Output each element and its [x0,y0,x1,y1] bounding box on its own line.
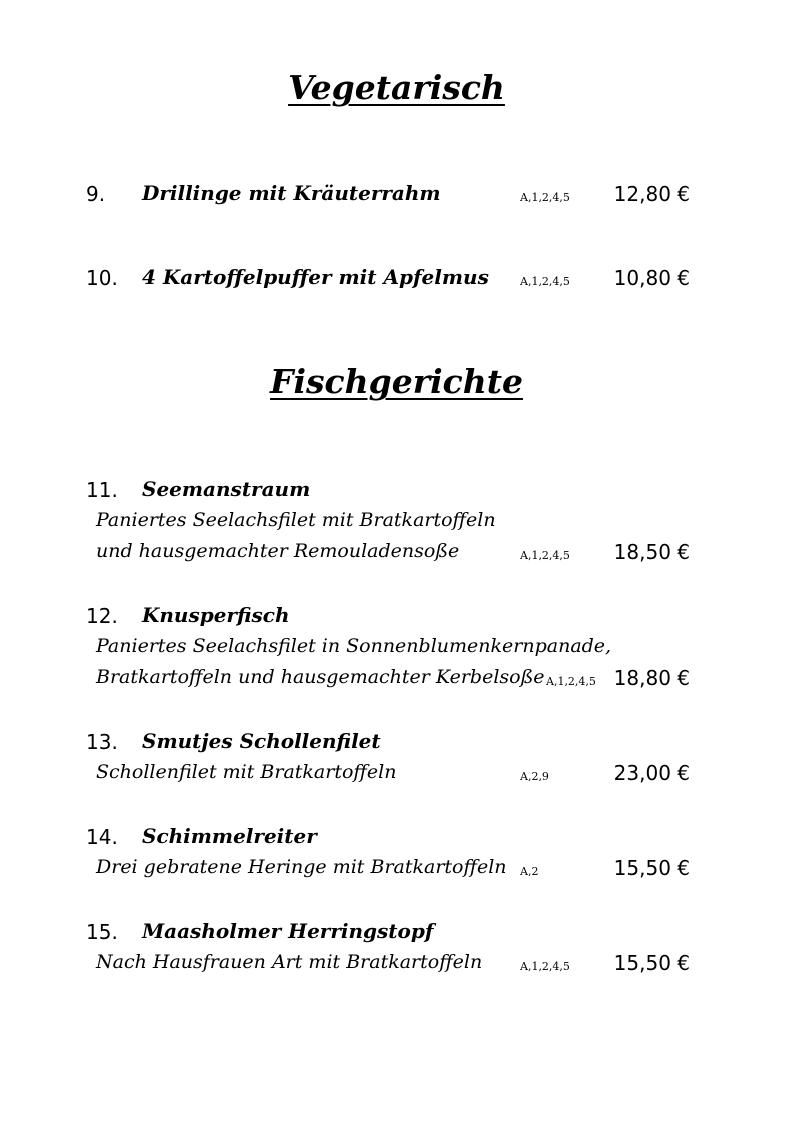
item-name: Smutjes Schollenfilet [142,729,381,753]
item-name: 4 Kartoffelpuffer mit Apfelmus [142,265,489,289]
item-name: Maasholmer Herringstopf [142,919,434,943]
item-allergens: A,1,2,4,5 [520,549,570,562]
item-name: Knusperfisch [142,603,290,627]
item-description-line: und hausgemachter Remouladensoße [96,540,460,562]
item-description-line: Paniertes Seelachsfilet in Sonnenblumenkernpanade, [96,635,612,657]
item-description-line: Nach Hausfrauen Art mit Bratkartoffeln [96,951,483,973]
item-price: 10,80 € [613,266,690,290]
section-title-vegetarisch: Vegetarisch [288,68,505,107]
item-description-line: Drei gebratene Heringe mit Bratkartoffeln [96,856,507,878]
item-number: 15. [86,920,118,944]
item-number: 9. [86,182,106,206]
item-allergens: A,2,9 [520,770,549,783]
item-name: Drillinge mit Kräuterrahm [142,181,441,205]
item-price: 18,50 € [613,540,690,564]
item-allergens: A,2 [520,865,539,878]
item-number: 12. [86,604,118,628]
item-description-line: Paniertes Seelachsfilet mit Bratkartoffeln [96,509,496,531]
item-allergens: A,1,2,4,5 [520,275,570,288]
item-number: 13. [86,730,118,754]
item-price: 12,80 € [613,182,690,206]
item-name: Seemanstraum [142,477,311,501]
item-price: 15,50 € [613,951,690,975]
item-description-line: Bratkartoffeln und hausgemachter Kerbelsoße [96,666,545,688]
section-title-fischgerichte: Fischgerichte [270,362,523,401]
item-number: 14. [86,825,118,849]
item-number: 11. [86,478,118,502]
item-allergens: A,1,2,4,5 [520,960,570,973]
item-price: 18,80 € [613,666,690,690]
item-allergens: A,1,2,4,5 [546,675,596,688]
item-price: 23,00 € [613,761,690,785]
item-number: 10. [86,266,118,290]
item-allergens: A,1,2,4,5 [520,191,570,204]
item-description-line: Schollenfilet mit Bratkartoffeln [96,761,397,783]
item-name: Schimmelreiter [142,824,317,848]
item-price: 15,50 € [613,856,690,880]
